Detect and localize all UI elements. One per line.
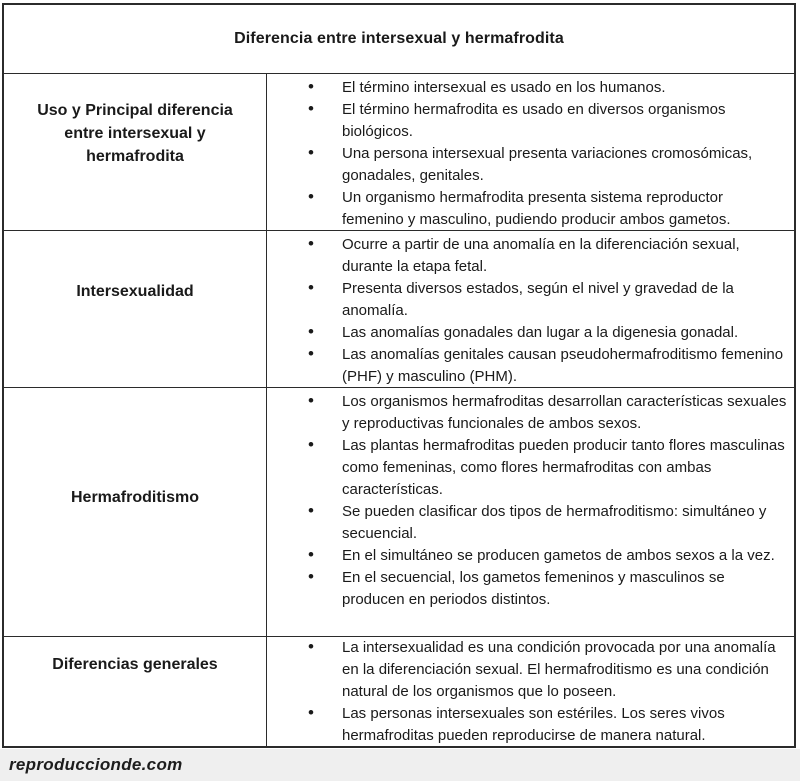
bullet-list (267, 234, 788, 387)
bullet-item: • Un organismo hermafrodita presenta sistema reproductor femenino y masculino, pudiendo producir ambos gametos. (308, 187, 788, 230)
bullet-item: • Se pueden clasificar dos tipos de hermafroditismo: simultáneo y secuencial. (308, 501, 788, 545)
bullet-list (267, 77, 788, 230)
bullet-item: • Presenta diversos estados, según el nivel y gravedad de la anomalía. (308, 278, 788, 322)
bullet-item: • Una persona intersexual presenta variaciones cromosómicas, gonadales, genitales. (308, 143, 788, 187)
table-row (4, 636, 794, 746)
row-content (267, 637, 794, 746)
bullet-item: • El término hermafrodita es usado en diversos organismos biológicos. (308, 99, 788, 143)
bullet-item: • En el simultáneo se producen gametos de ambos sexos a la vez. (308, 545, 788, 567)
bullet-item: • La intersexualidad es una condición provocada por una anomalía en la diferenciación sexual. El hermafroditismo es una condición natural de los organismos que lo poseen. (308, 637, 788, 703)
bullet-item: • Las personas intersexuales son estériles. Los seres vivos hermafroditas pueden reproducirse de manera natural. (308, 703, 788, 746)
table-row (4, 230, 794, 387)
row-content (267, 74, 794, 230)
bullet-item: • Las anomalías gonadales dan lugar a la digenesia gonadal. (308, 322, 788, 344)
table-title: Diferencia entre intersexual y hermafrodita (234, 30, 564, 47)
row-content (267, 388, 794, 636)
row-label: Diferencias generales (4, 637, 267, 746)
bullet-item: • El término intersexual es usado en los humanos. (308, 77, 788, 99)
bullet-item: • Los organismos hermafroditas desarrollan características sexuales y reproductivas funcionales de ambos sexos. (308, 391, 788, 435)
comparison-table (2, 3, 796, 748)
bullet-item: • Ocurre a partir de una anomalía en la diferenciación sexual, durante la etapa fetal. (308, 234, 788, 278)
table-body (4, 73, 794, 746)
bullet-item: • Las anomalías genitales causan pseudohermafroditismo femenino (PHF) y masculino (PHM). (308, 344, 788, 387)
table-row (4, 387, 794, 636)
site-name: reproduccionde.com (9, 755, 183, 774)
bullet-item: • Las plantas hermafroditas pueden producir tanto flores masculinas como femeninas, como flores hermafroditas con ambas características. (308, 435, 788, 501)
table-row (4, 73, 794, 230)
row-label: Intersexualidad (4, 231, 267, 387)
row-content (267, 231, 794, 387)
table-title-row (4, 5, 794, 73)
bullet-item: • En el secuencial, los gametos femeninos y masculinos se producen en periodos distintos. (308, 567, 788, 611)
bullet-list (267, 391, 788, 611)
row-label: Hermafroditismo (4, 388, 267, 636)
row-label: Uso y Principal diferencia entre intersexual y hermafrodita (4, 74, 267, 230)
bullet-list (267, 637, 788, 746)
footer-bar (0, 749, 800, 781)
